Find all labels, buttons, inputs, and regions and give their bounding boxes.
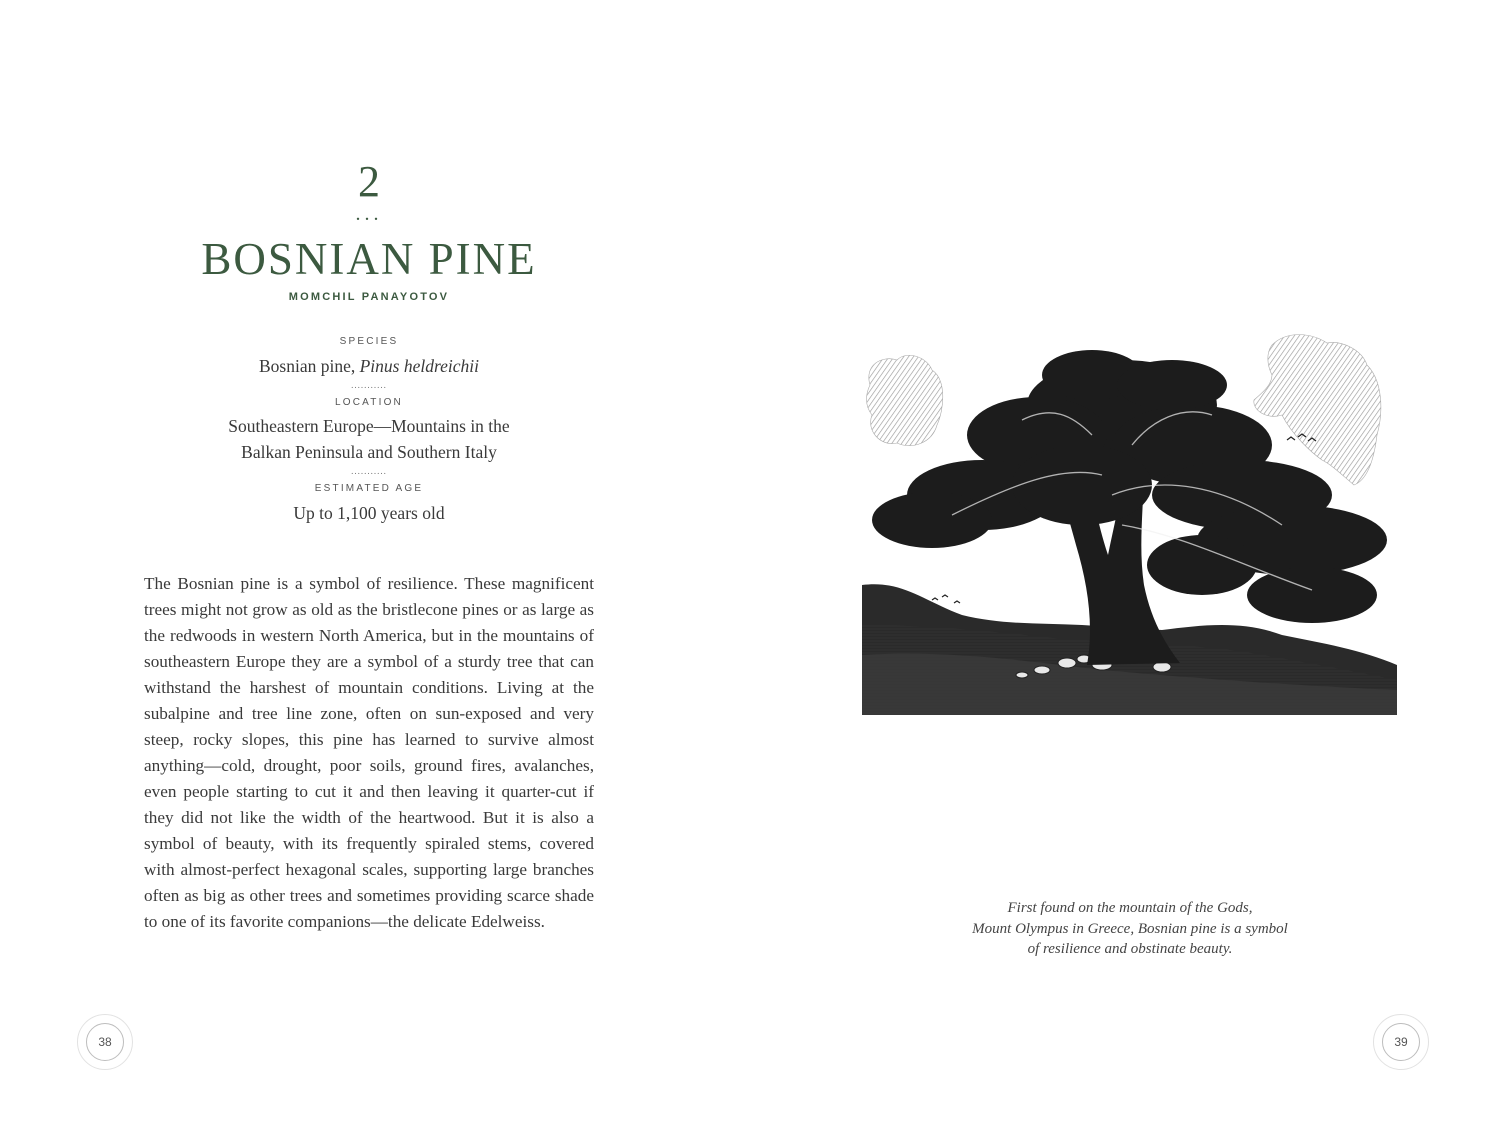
- bird: [932, 595, 960, 603]
- chapter-number: 2: [358, 157, 380, 206]
- caption-line: Mount Olympus in Greece, Bosnian pine is a symbol: [972, 920, 1288, 937]
- separator: ...........: [351, 466, 387, 476]
- caption-line: First found on the mountain of the Gods,: [1007, 900, 1253, 916]
- location-line-2: Balkan Peninsula and Southern Italy: [241, 442, 497, 462]
- tree-illustration: [862, 325, 1397, 715]
- page-number-badge: [1373, 1014, 1429, 1070]
- body-paragraph: The Bosnian pine is a symbol of resilience. These magnificent trees might not grow as old as the bristlecone pines or as large as the redwoods in western North America, but in the mountains of southeastern Europe they are a symbol of a sturdy tree that can withstand the harshest of mountain conditions. Living at the subalpine and tree line zone, often on sun-exposed and very steep, rocky slopes, this pine has learned to survive almost anything—cold, drought, poor soils, ground fires, avalanches, even people starting to cut it and then leaving it quarter-cut if they did not like the width of the heartwood. But it is also a symbol of beauty, with its frequently spiraled stems, covered with almost-perfect hexagonal scales, supporting large branches often as big as other trees and sometimes providing scarce shade to one of its favorite companions—the delicate Edelweiss.: [144, 574, 594, 931]
- separator: ...........: [351, 380, 387, 390]
- page-number-badge: [77, 1014, 133, 1070]
- species-label: SPECIES: [339, 336, 399, 347]
- age-label: ESTIMATED AGE: [314, 483, 424, 494]
- chapter-title: BOSNIAN PINE: [201, 234, 537, 284]
- page-number: 39: [1382, 1023, 1420, 1061]
- species-value: [169, 353, 569, 379]
- cloud-left: [867, 355, 943, 445]
- chapter-ornament: ...: [355, 203, 383, 225]
- location-label: LOCATION: [335, 397, 403, 408]
- page-number: 38: [86, 1023, 124, 1061]
- caption-line: of resilience and obstinate beauty.: [1027, 941, 1233, 957]
- species-latin-name: Pinus heldreichii: [359, 356, 480, 376]
- species-common-name: Bosnian pine,: [258, 356, 360, 376]
- illustration-caption: [930, 898, 1330, 960]
- author-name: MOMCHIL PANAYOTOV: [288, 291, 450, 303]
- location-line-1: Southeastern Europe—Mountains in the: [228, 416, 510, 436]
- age-value: Up to 1,100 years old: [293, 503, 445, 523]
